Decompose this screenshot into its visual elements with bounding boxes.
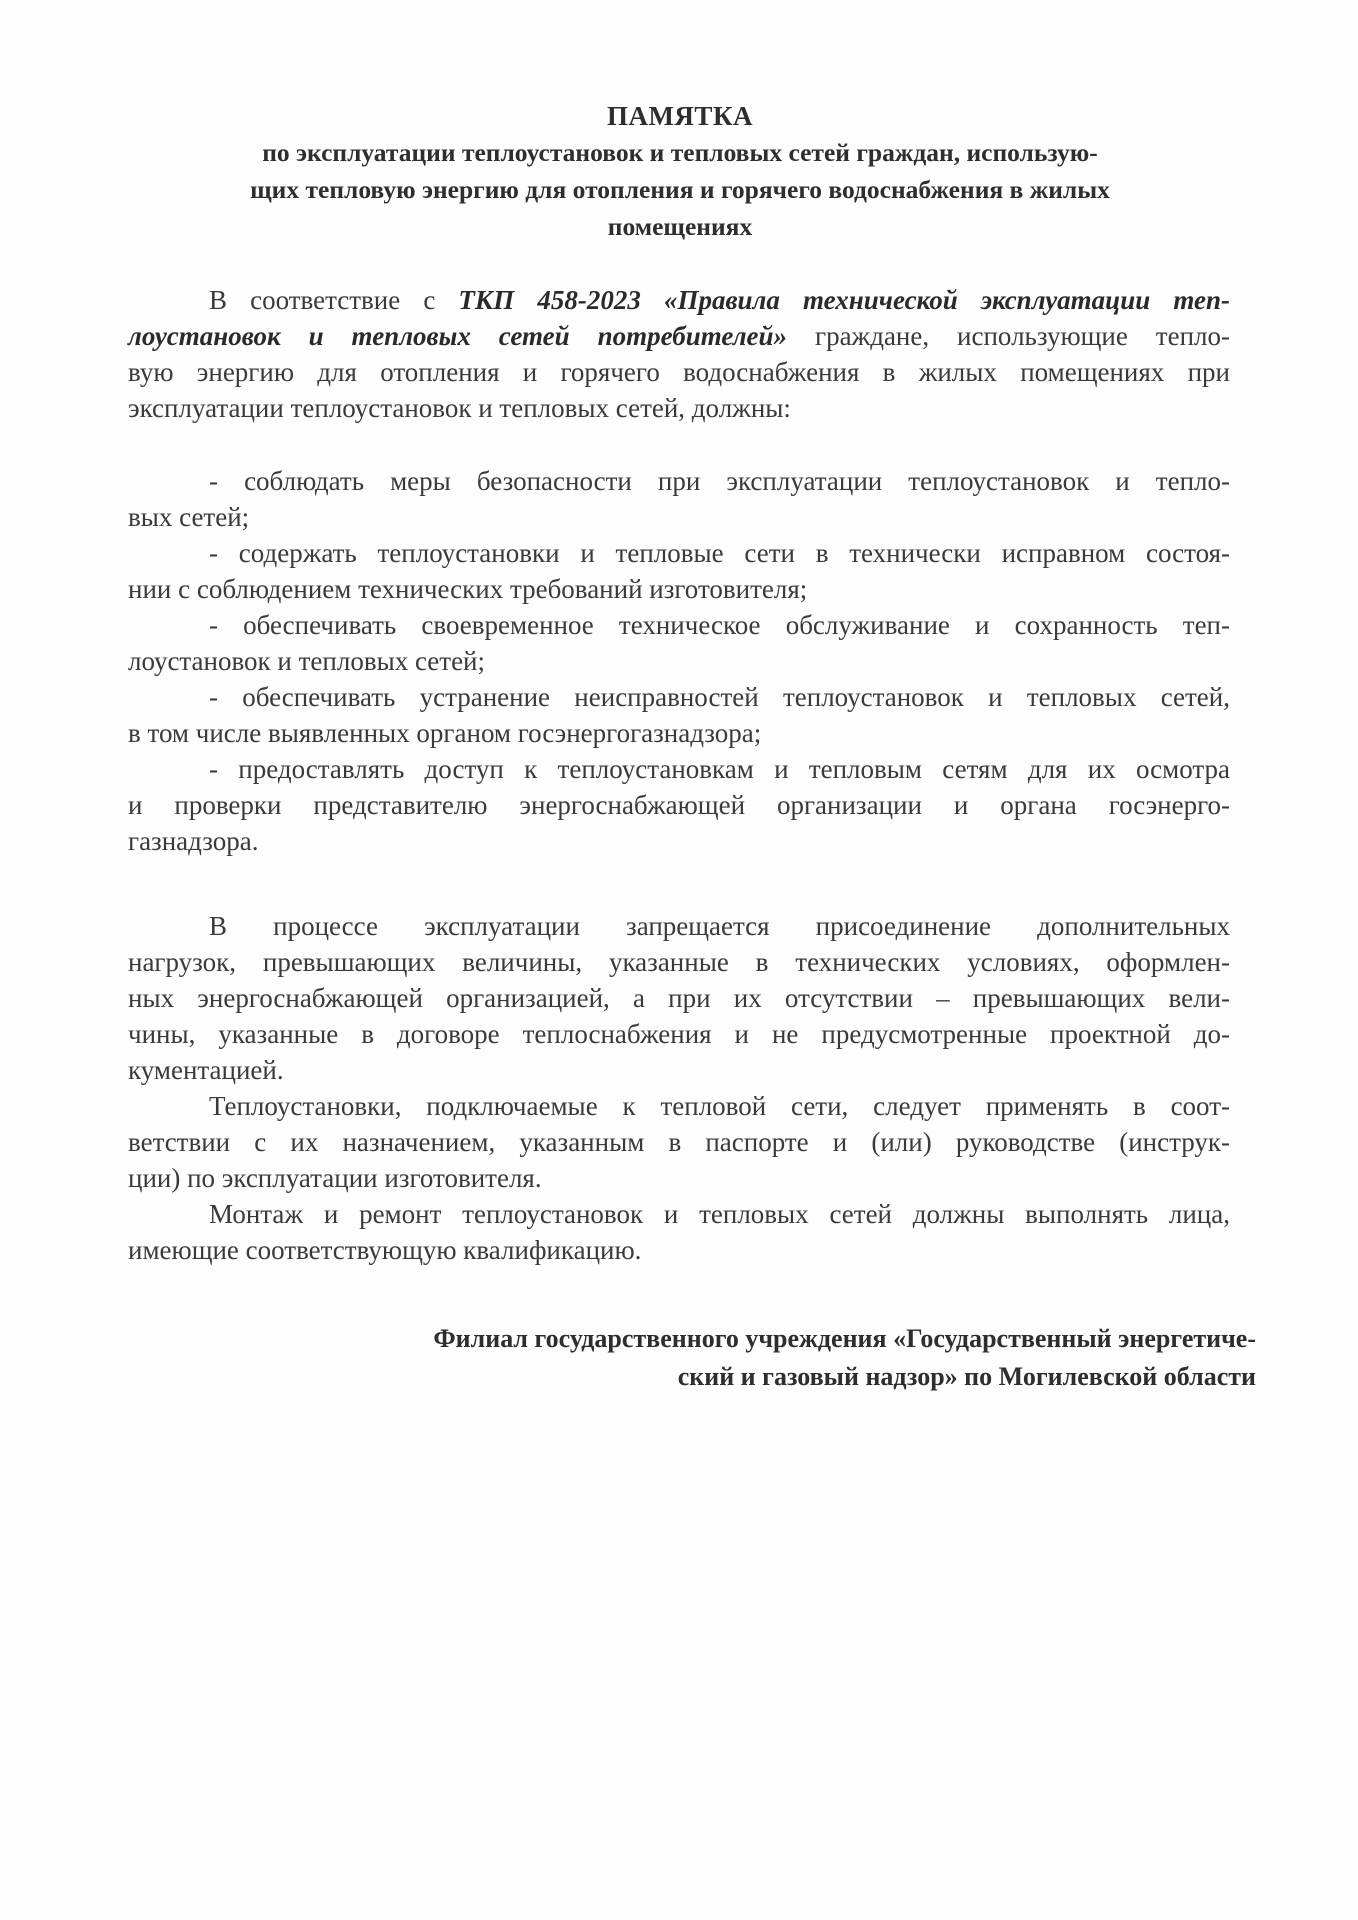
obligation-item-line: - соблюдать меры безопасности при эксплуатации теплоустановок и тепло- — [209, 466, 1230, 496]
paragraph-line: Теплоустановки, подключаемые к тепловой сети, следует применять в соот- — [209, 1091, 1230, 1121]
subtitle-line: щих тепловую энергию для отопления и горячего водоснабжения в жилых — [250, 175, 1110, 204]
paragraph-line: Монтаж и ремонт теплоустановок и тепловых сетей должны выполнять лица, — [209, 1199, 1230, 1229]
signature-line: Филиал государственного учреждения «Государственный энергетиче- — [433, 1324, 1256, 1353]
subtitle-line: по эксплуатации теплоустановок и тепловых сетей граждан, использую- — [262, 138, 1098, 167]
intro-paragraph — [128, 282, 1230, 426]
intro-line: вую энергию для отопления и горячего водоснабжения в жилых помещениях при — [128, 357, 1230, 387]
paragraph-line: В процессе эксплуатации запрещается присоединение дополнительных — [209, 911, 1230, 941]
intro-line — [128, 318, 1230, 354]
intro-suffix: граждане, использующие тепло- — [787, 321, 1230, 351]
paragraph-line: ции) по эксплуатации изготовителя. — [128, 1163, 542, 1193]
obligation-item-line: - предоставлять доступ к теплоустановкам и тепловым сетям для их осмотра — [209, 754, 1230, 784]
obligation-item-line: - обеспечивать своевременное техническое обслуживание и сохранность теп- — [209, 610, 1230, 640]
paragraph-line: нагрузок, превышающих величины, указанные в технических условиях, оформлен- — [128, 947, 1230, 977]
standard-reference-cont: лоустановок и тепловых сетей потребителей» — [128, 321, 788, 351]
document-title: ПАМЯТКА — [606, 101, 754, 131]
obligation-item-line: вых сетей; — [128, 502, 250, 532]
obligation-item-line: лоустановок и тепловых сетей; — [128, 646, 485, 676]
standard-reference: ТКП 458-2023 «Правила технической эксплуатации теп- — [458, 285, 1230, 315]
obligation-item-line: - обеспечивать устранение неисправностей теплоустановок и тепловых сетей, — [209, 682, 1230, 712]
intro-line — [128, 282, 1230, 318]
title-block — [130, 98, 1230, 245]
obligation-item-line: в том числе выявленных органом госэнергогазнадзора; — [128, 718, 762, 748]
paragraph-line: кументацией. — [128, 1055, 284, 1085]
signature-block — [258, 1320, 1256, 1396]
signature-line: ский и газовый надзор» по Могилевской области — [677, 1362, 1256, 1391]
paragraph-line: имеющие соответствующую квалификацию. — [128, 1235, 642, 1265]
obligation-item-line: нии с соблюдением технических требований изготовителя; — [128, 574, 808, 604]
paragraph-line: чины, указанные в договоре теплоснабжения и не предусмотренные проектной до- — [128, 1019, 1230, 1049]
paragraph-line: ных энергоснабжающей организацией, а при их отсутствии – превышающих вели- — [128, 983, 1230, 1013]
obligation-item-line: газнадзора. — [128, 826, 259, 856]
obligations-list — [128, 463, 1230, 859]
obligation-item-line: и проверки представителю энергоснабжающей организации и органа госэнерго- — [128, 790, 1230, 820]
paragraph-line: ветствии с их назначением, указанным в паспорте и (или) руководстве (инструк- — [128, 1127, 1230, 1157]
prohibition-paragraph — [128, 908, 1230, 1268]
subtitle-line: помещениях — [607, 212, 753, 241]
obligation-item-line: - содержать теплоустановки и тепловые сети в технически исправном состоя- — [209, 538, 1230, 568]
intro-line: эксплуатации теплоустановок и тепловых сетей, должны: — [128, 393, 791, 423]
intro-prefix: В соответствие с — [209, 285, 459, 315]
